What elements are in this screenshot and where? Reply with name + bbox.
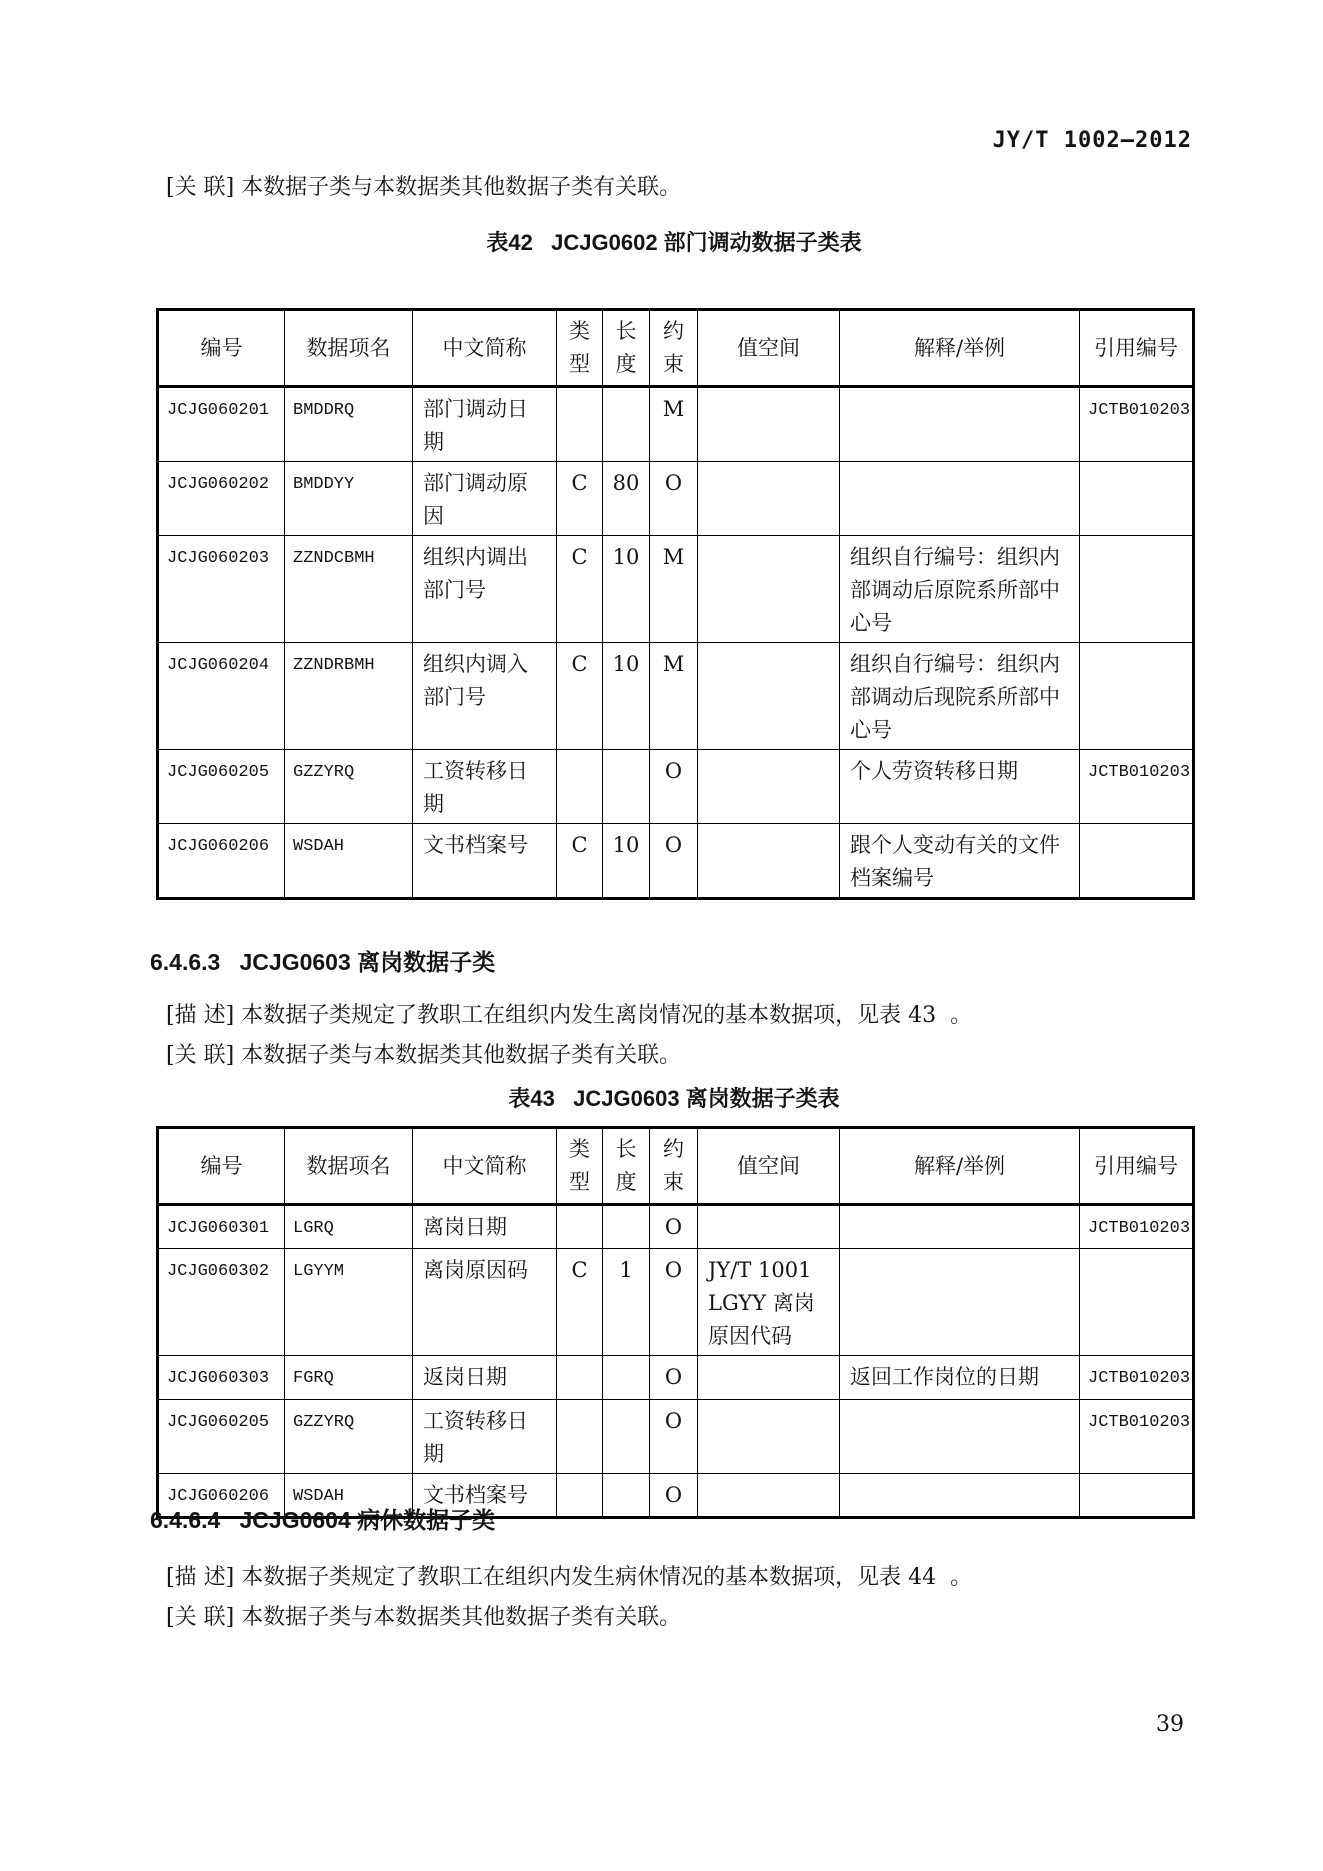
table-cell <box>698 1400 840 1474</box>
table-cell <box>698 643 840 750</box>
table-cell <box>1080 643 1194 750</box>
table-cell <box>603 1356 650 1400</box>
table-cell <box>603 1400 650 1474</box>
table-cell: 个人劳资转移日期 <box>840 750 1080 824</box>
header-cell: 中文简称 <box>413 1128 557 1205</box>
table-cell: JCJG060205 <box>158 750 285 824</box>
table-cell: M <box>650 643 698 750</box>
table-cell <box>557 750 603 824</box>
table43-leave <box>156 1126 1195 1519</box>
table-cell: ZZNDCBMH <box>285 536 413 643</box>
standard-number: JY/T 1002—2012 <box>992 128 1192 153</box>
table-cell: 跟个人变动有关的文件档案编号 <box>840 824 1080 899</box>
table-cell: C <box>557 462 603 536</box>
table-row <box>158 387 1194 462</box>
header-cell: 引用编号 <box>1080 310 1194 387</box>
table-row <box>158 643 1194 750</box>
table-cell: 组织自行编号：组织内部调动后原院系所部中心号 <box>840 536 1080 643</box>
table42-dept-transfer <box>156 308 1195 900</box>
table-cell <box>603 387 650 462</box>
table-cell: JCJG060202 <box>158 462 285 536</box>
table-cell: 组织自行编号：组织内部调动后现院系所部中心号 <box>840 643 1080 750</box>
table-cell: JCTB010203 <box>1080 387 1194 462</box>
table-cell: 10 <box>603 824 650 899</box>
table-cell: 1 <box>603 1249 650 1356</box>
header-cell: 值空间 <box>698 1128 840 1205</box>
table-cell: O <box>650 462 698 536</box>
header-cell: 长度 <box>603 1128 650 1205</box>
table-row <box>158 1400 1194 1474</box>
table-cell: BMDDRQ <box>285 387 413 462</box>
table-cell: JCTB010203 <box>1080 1400 1194 1474</box>
table-cell: BMDDYY <box>285 462 413 536</box>
table-cell: 工资转移日期 <box>413 750 557 824</box>
table-cell <box>698 824 840 899</box>
table-cell: ZZNDRBMH <box>285 643 413 750</box>
table-row <box>158 1249 1194 1356</box>
table-cell <box>1080 1249 1194 1356</box>
table-cell <box>557 1400 603 1474</box>
header-cell: 值空间 <box>698 310 840 387</box>
header-cell: 数据项名 <box>285 1128 413 1205</box>
table-cell: 组织内调出部门号 <box>413 536 557 643</box>
table-cell <box>557 1356 603 1400</box>
header-cell: 编号 <box>158 310 285 387</box>
table-cell <box>1080 824 1194 899</box>
paragraph-relation-6463: [关 联] 本数据子类与本数据类其他数据子类有关联。 <box>166 1043 682 1068</box>
page-number: 39 <box>1156 1712 1184 1737</box>
header-cell: 长度 <box>603 310 650 387</box>
header-cell: 中文简称 <box>413 310 557 387</box>
table-cell <box>698 750 840 824</box>
table-cell: 返岗日期 <box>413 1356 557 1400</box>
table-cell <box>1080 1474 1194 1518</box>
table42-header-row <box>158 310 1194 387</box>
table-row <box>158 462 1194 536</box>
header-cell: 数据项名 <box>285 310 413 387</box>
table-cell: JCJG060201 <box>158 387 285 462</box>
header-cell: 引用编号 <box>1080 1128 1194 1205</box>
table-cell: 离岗原因码 <box>413 1249 557 1356</box>
table-row <box>158 750 1194 824</box>
table-cell <box>840 387 1080 462</box>
table-cell: 离岗日期 <box>413 1205 557 1249</box>
header-cell: 约束 <box>650 310 698 387</box>
table-cell: GZZYRQ <box>285 1400 413 1474</box>
table-cell <box>840 1249 1080 1356</box>
table-cell: LGYYM <box>285 1249 413 1356</box>
table-cell <box>840 1400 1080 1474</box>
table-cell: GZZYRQ <box>285 750 413 824</box>
table-cell <box>1080 462 1194 536</box>
header-cell: 解释/举例 <box>840 1128 1080 1205</box>
table-cell: 80 <box>603 462 650 536</box>
table-cell: C <box>557 536 603 643</box>
table-cell <box>698 1474 840 1518</box>
table-cell: O <box>650 750 698 824</box>
table43-header-row <box>158 1128 1194 1205</box>
section-heading-6464: 6.4.6.4 JCJG0604 病休数据子类 <box>150 1507 496 1533</box>
table-cell: JCTB010203 <box>1080 1356 1194 1400</box>
table-cell: WSDAH <box>285 824 413 899</box>
table-cell: JCJG060206 <box>158 1474 285 1518</box>
table43-caption: 表43 JCJG0603 离岗数据子类表 <box>508 1086 840 1111</box>
table-cell: C <box>557 643 603 750</box>
table-cell <box>1080 536 1194 643</box>
table-cell <box>603 1474 650 1518</box>
table-cell <box>698 1356 840 1400</box>
header-cell: 约束 <box>650 1128 698 1205</box>
table-cell <box>698 462 840 536</box>
table-cell: 组织内调入部门号 <box>413 643 557 750</box>
table-row <box>158 824 1194 899</box>
table-cell: O <box>650 1249 698 1356</box>
paragraph-description-6463: [描 述] 本数据子类规定了教职工在组织内发生离岗情况的基本数据项，见表 43 。 <box>166 1003 973 1028</box>
table-cell: O <box>650 824 698 899</box>
table-cell: 文书档案号 <box>413 824 557 899</box>
table-cell <box>840 1474 1080 1518</box>
table-cell: JCJG060206 <box>158 824 285 899</box>
header-cell: 类型 <box>557 310 603 387</box>
table-cell <box>840 1205 1080 1249</box>
table-cell: C <box>557 824 603 899</box>
table-cell: O <box>650 1400 698 1474</box>
table-cell: C <box>557 1249 603 1356</box>
header-cell: 编号 <box>158 1128 285 1205</box>
table-cell: WSDAH <box>285 1474 413 1518</box>
table-cell: 文书档案号 <box>413 1474 557 1518</box>
table-cell: O <box>650 1474 698 1518</box>
table-cell <box>840 462 1080 536</box>
table-cell <box>557 1205 603 1249</box>
paragraph-relation-top: [关 联] 本数据子类与本数据类其他数据子类有关联。 <box>166 175 682 200</box>
table-row <box>158 536 1194 643</box>
section-heading-6463: 6.4.6.3 JCJG0603 离岗数据子类 <box>150 949 496 975</box>
table-cell <box>698 387 840 462</box>
table-cell: 返回工作岗位的日期 <box>840 1356 1080 1400</box>
table-cell: 10 <box>603 643 650 750</box>
table-cell <box>603 750 650 824</box>
table-cell: FGRQ <box>285 1356 413 1400</box>
table42-caption: 表42 JCJG0602 部门调动数据子类表 <box>486 230 862 255</box>
table-cell: O <box>650 1356 698 1400</box>
table-row <box>158 1356 1194 1400</box>
table-cell: JCTB010203 <box>1080 750 1194 824</box>
table-cell <box>698 536 840 643</box>
table-row <box>158 1205 1194 1249</box>
table-cell: O <box>650 1205 698 1249</box>
table-cell: 部门调动原因 <box>413 462 557 536</box>
table-cell: LGRQ <box>285 1205 413 1249</box>
table-cell: JCJG060205 <box>158 1400 285 1474</box>
table-cell: JCTB010203 <box>1080 1205 1194 1249</box>
table-cell <box>557 1474 603 1518</box>
table-cell: JCJG060203 <box>158 536 285 643</box>
table-cell: M <box>650 387 698 462</box>
table-cell: 10 <box>603 536 650 643</box>
table-cell: JCJG060301 <box>158 1205 285 1249</box>
table-cell: JY/T 1001 LGYY 离岗原因代码 <box>698 1249 840 1356</box>
paragraph-relation-6464: [关 联] 本数据子类与本数据类其他数据子类有关联。 <box>166 1605 682 1630</box>
header-cell: 类型 <box>557 1128 603 1205</box>
table-cell: JCJG060303 <box>158 1356 285 1400</box>
header-cell: 解释/举例 <box>840 310 1080 387</box>
paragraph-description-6464: [描 述] 本数据子类规定了教职工在组织内发生病休情况的基本数据项，见表 44 。 <box>166 1565 973 1590</box>
table-cell: 工资转移日期 <box>413 1400 557 1474</box>
table-cell <box>603 1205 650 1249</box>
table-cell <box>557 387 603 462</box>
table-cell: JCJG060302 <box>158 1249 285 1356</box>
table-cell: M <box>650 536 698 643</box>
table-cell: 部门调动日期 <box>413 387 557 462</box>
table-cell: JCJG060204 <box>158 643 285 750</box>
table-cell <box>698 1205 840 1249</box>
